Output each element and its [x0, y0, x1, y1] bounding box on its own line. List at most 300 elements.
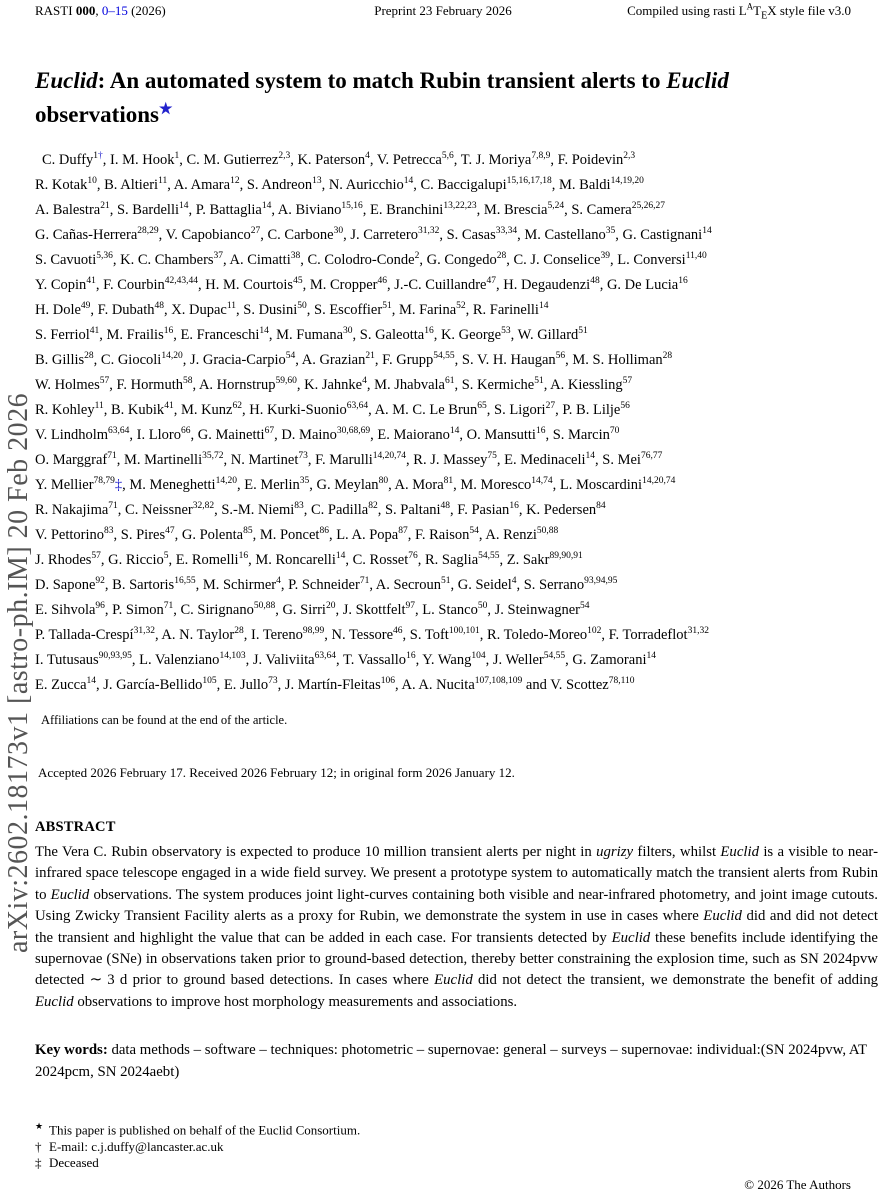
- affiliation-sup: 35: [605, 226, 616, 237]
- footnote-marker: ‡: [35, 1155, 42, 1171]
- author-name: P. Battaglia: [195, 202, 262, 218]
- author-name: P. B. Lilje: [562, 402, 621, 418]
- author-line: [35, 473, 878, 498]
- author-name: F. Pasian: [457, 502, 510, 518]
- author-name: E. Merlin: [244, 477, 300, 493]
- separator: ,: [419, 252, 427, 268]
- author-name: B. Gillis: [35, 352, 85, 368]
- author-name: G. Castignani: [622, 227, 703, 243]
- affiliation-sup: 42,43,44: [164, 276, 198, 287]
- author-name: P. Schneider: [288, 577, 360, 593]
- affiliation-sup: 2,3: [623, 151, 636, 162]
- affiliation-sup: 38: [290, 251, 301, 262]
- separator: ,: [454, 377, 462, 393]
- affiliation-sup: 85: [243, 526, 253, 537]
- affiliation-sup: 47: [486, 276, 496, 287]
- author-line: [35, 448, 878, 473]
- footnote-marker: ★: [35, 1121, 44, 1131]
- separator: ,: [406, 452, 414, 468]
- separator: ,: [510, 327, 518, 343]
- text-segment: ,: [95, 3, 102, 18]
- author-name: M. Castellano: [524, 227, 606, 243]
- footnote-line: [35, 1155, 360, 1172]
- separator: ,: [248, 552, 256, 568]
- separator: ,: [413, 177, 421, 193]
- separator: ,: [154, 627, 162, 643]
- affiliation-sup: 67: [264, 426, 275, 437]
- separator: ,: [453, 152, 461, 168]
- text-segment: did and did not detect the transient and highlight the value that can be added in each case. For transients detected by: [35, 908, 878, 946]
- separator: ,: [271, 202, 278, 218]
- author-name: F. Grupp: [382, 352, 434, 368]
- author-name: J. Valiviita: [252, 652, 315, 668]
- affiliation-sup: 14: [335, 551, 346, 562]
- separator: ,: [345, 552, 353, 568]
- author-name: S. Serrano: [523, 577, 585, 593]
- affiliation-sup: 30: [333, 226, 344, 237]
- author-name: O. Marggraf: [35, 452, 108, 468]
- separator: ,: [370, 427, 378, 443]
- separator: ,: [109, 202, 117, 218]
- separator: ,: [601, 627, 609, 643]
- email-link[interactable]: c.j.duffy@lancaster.ac.uk: [91, 1138, 224, 1154]
- author-name: C. J. Conselice: [513, 252, 601, 268]
- affiliation-sup: 57: [622, 376, 633, 387]
- affiliation-sup: 11: [158, 176, 168, 187]
- author-name: S. Toft: [409, 627, 449, 643]
- author-name: E. Franceschi: [180, 327, 260, 343]
- abstract-heading: ABSTRACT: [35, 819, 116, 835]
- author-name: M. Frailis: [106, 327, 164, 343]
- affiliation-sup: 12: [230, 176, 240, 187]
- affiliation-sup: 5,24: [547, 201, 565, 212]
- author-name: G. Cañas-Herrera: [35, 227, 138, 243]
- separator: ,: [374, 352, 383, 368]
- author-line: [35, 398, 878, 423]
- affiliation-sup: 1: [93, 151, 99, 162]
- affiliation-sup: 30: [343, 326, 353, 337]
- author-name: E. Sihvola: [35, 602, 96, 618]
- separator: ,: [290, 152, 298, 168]
- affiliation-sup: 11,40: [685, 251, 707, 262]
- author-line: [35, 148, 878, 173]
- separator: ,: [417, 552, 425, 568]
- text-segment: The Vera C. Rubin observatory is expected to produce 10 million transient alerts per night in: [35, 844, 597, 860]
- author-name: G. Sirri: [282, 602, 326, 618]
- author-name: H. Dole: [35, 302, 81, 318]
- affiliation-sup: 2,3: [278, 151, 291, 162]
- author-name: A. Balestra: [35, 202, 101, 218]
- separator: ,: [485, 652, 493, 668]
- author-name: C. Neissner: [125, 502, 193, 518]
- affiliation-sup: 78,110: [608, 676, 635, 687]
- title-footnote-star[interactable]: ★: [158, 101, 173, 118]
- separator: ,: [506, 252, 514, 268]
- affiliation-sup: 11: [94, 401, 104, 412]
- author-line: [35, 648, 878, 673]
- separator: ,: [302, 277, 310, 293]
- author-name: J. Weller: [492, 652, 544, 668]
- author-name: M. Kunz: [180, 402, 233, 418]
- author-name: J. Gracia-Carpio: [189, 352, 286, 368]
- author-name: A. A. Nucita: [401, 677, 475, 693]
- author-name: N. Auricchio: [328, 177, 404, 193]
- author-line: [35, 348, 878, 373]
- affiliation-sup: 48: [590, 276, 600, 287]
- affiliation-sup: 14: [259, 326, 269, 337]
- author-name: M. Roncarelli: [255, 552, 336, 568]
- affiliation-sup: 71: [108, 501, 118, 512]
- author-name: O. Mansutti: [466, 427, 536, 443]
- separator: ,: [167, 177, 174, 193]
- affiliation-sup: 16: [424, 326, 434, 337]
- text-segment: X style file v3.0: [767, 3, 851, 18]
- affiliation-sup: 54,55: [543, 651, 566, 662]
- footnote-line: [35, 1118, 360, 1139]
- affiliation-sup: 83: [294, 501, 304, 512]
- author-name: J. Rhodes: [35, 552, 92, 568]
- author-line: [35, 273, 878, 298]
- author-line: [35, 623, 878, 648]
- text-segment: observations: [35, 102, 159, 127]
- affiliation-sup: 50: [297, 301, 307, 312]
- journal-reference: [35, 3, 307, 19]
- text-segment: Euclid: [50, 886, 90, 903]
- author-name: S. Andreon: [246, 177, 313, 193]
- separator: ,: [104, 577, 113, 593]
- affiliation-sup: 41: [89, 326, 100, 337]
- separator: ,: [595, 452, 603, 468]
- author-line: [35, 373, 878, 398]
- author-name: K. Jahnke: [304, 377, 363, 393]
- affiliation-sup: 63,64: [314, 651, 336, 662]
- separator: ,: [173, 402, 181, 418]
- separator: ,: [433, 327, 441, 343]
- affiliation-sup: 28,29: [137, 226, 159, 237]
- affiliation-sup: 51: [382, 301, 392, 312]
- affiliation-sup: 56: [620, 401, 630, 412]
- affiliation-sup: 46: [377, 276, 387, 287]
- author-name: V. Scottez: [550, 677, 609, 693]
- text-segment: T: [753, 3, 762, 18]
- author-name: F. Hormuth: [116, 377, 183, 393]
- affiliation-sup: 53: [501, 326, 511, 337]
- affiliation-sup: 82: [368, 501, 378, 512]
- separator: ,: [543, 377, 551, 393]
- affiliation-sup: 102: [587, 626, 602, 637]
- affiliation-sup: 57: [99, 376, 110, 387]
- affiliation-sup: 89,90,91: [549, 551, 583, 562]
- author-name: S. Ligori: [494, 402, 546, 418]
- footnotes: [35, 1118, 360, 1172]
- copyright-notice: © 2026 The Authors: [744, 1177, 851, 1192]
- separator: ,: [164, 302, 172, 318]
- separator: ,: [545, 427, 553, 443]
- author-name: C. Carbone: [267, 227, 334, 243]
- footnote-line: [35, 1139, 360, 1156]
- author-name: I. Tutusaus: [35, 652, 99, 668]
- separator: ,: [565, 652, 573, 668]
- affiliation-sup: 105: [202, 676, 217, 687]
- separator: ,: [362, 202, 371, 218]
- author-name: R. Farinelli: [472, 302, 539, 318]
- separator: ,: [275, 602, 283, 618]
- author-name: H. Kurki-Suonio: [249, 402, 347, 418]
- separator: ,: [112, 252, 121, 268]
- separator: ,: [103, 402, 112, 418]
- author-name: K. Pedersen: [526, 502, 597, 518]
- separator: ,: [95, 277, 104, 293]
- separator: ,: [495, 277, 504, 293]
- affiliation-sup: 97: [405, 601, 416, 612]
- author-name: T. J. Moriya: [460, 152, 532, 168]
- author-name: M. Meneghetti: [129, 477, 216, 493]
- separator: ,: [377, 502, 385, 518]
- affiliation-sup: 61: [444, 376, 455, 387]
- author-name: A. Grazian: [301, 352, 366, 368]
- affiliation-sup: 4: [276, 576, 281, 587]
- affiliation-sup: 30,68,69: [336, 426, 371, 437]
- affiliation-sup: 50: [477, 601, 488, 612]
- affiliation-sup: 51: [441, 576, 451, 587]
- affiliation-sup: 54: [285, 351, 296, 362]
- paper-title: [35, 64, 860, 132]
- preprint-date: Preprint 23 February 2026: [374, 3, 512, 18]
- affiliation-sup: 5: [163, 551, 169, 562]
- separator: ,: [369, 577, 376, 593]
- abstract-body: [35, 842, 878, 1013]
- author-line: [35, 198, 878, 223]
- author-name: S. Cavuoti: [35, 252, 97, 268]
- affiliation-sup: 46: [393, 626, 403, 637]
- author-name: N. Tessore: [331, 627, 394, 643]
- affiliation-sup: 27: [250, 226, 261, 237]
- separator: ,: [109, 377, 117, 393]
- text-segment: E-mail:: [49, 1138, 92, 1154]
- affiliation-sup: 54: [469, 526, 479, 537]
- text-segment: A: [746, 1, 754, 12]
- author-name: C. Duffy: [42, 152, 94, 168]
- affiliation-sup: 50,88: [536, 526, 559, 537]
- author-name: A. Renzi: [485, 527, 537, 543]
- affiliation-sup: 65: [477, 401, 487, 412]
- author-name: S. Pires: [120, 527, 166, 543]
- separator: ,: [300, 252, 308, 268]
- author-name: V. Lindholm: [35, 427, 109, 443]
- separator: ,: [188, 202, 196, 218]
- separator: ,: [192, 377, 199, 393]
- dates-line: Accepted 2026 February 17. Received 2026 February 12; in original form 2026 January 12.: [38, 765, 515, 780]
- affiliations-note: Affiliations can be found at the end of the article.: [41, 713, 288, 727]
- text-segment: data methods – software – techniques: photometric – supernovae: general – surveys – supernovae: individual:(SN 2024pvw, AT 2024pcm, SN 2024aebt): [35, 1042, 867, 1080]
- affiliation-sup: 62: [232, 401, 242, 412]
- author-name: H. Degaudenzi: [503, 277, 591, 293]
- text-segment: Compiled using rasti L: [627, 3, 747, 18]
- author-name: W. Holmes: [35, 377, 100, 393]
- separator: ,: [551, 177, 560, 193]
- author-name: C. Baccigalupi: [420, 177, 507, 193]
- footnote-marker: †: [35, 1138, 42, 1154]
- separator: ,: [236, 302, 244, 318]
- author-name: F. Raison: [414, 527, 470, 543]
- affiliation-sup: 57: [91, 551, 101, 562]
- author-name: M. Martinelli: [123, 452, 203, 468]
- affiliation-sup: 104: [471, 651, 486, 662]
- title-line-2: [35, 98, 860, 132]
- affiliation-sup: 4: [362, 376, 367, 387]
- separator: ,: [479, 627, 487, 643]
- author-name: X. Dupac: [171, 302, 227, 318]
- affiliation-sup: 14: [261, 201, 272, 212]
- author-name: B. Kubik: [111, 402, 165, 418]
- author-name: P. Tallada-Crespí: [35, 627, 134, 643]
- author-name: L. Valenziano: [139, 652, 220, 668]
- author-name: G. Zamorani: [572, 652, 647, 668]
- separator: ,: [214, 502, 222, 518]
- affiliation-sup: 54,55: [433, 351, 455, 362]
- affiliation-sup: 16: [535, 426, 546, 437]
- author-name: F. Poidevin: [557, 152, 624, 168]
- author-name: B. Altieri: [104, 177, 159, 193]
- text-segment: these benefits include identifying the supernovae (SNe) in observations taken prior to ground-based detection, thereby better constraining the explosion time, such as SN 2024pvw detected ∼ 3 d prior to ground based detections. In cases where: [35, 929, 878, 989]
- affiliation-sup: 14: [86, 676, 97, 687]
- separator: ,: [131, 652, 140, 668]
- author-name: L. A. Popa: [336, 527, 399, 543]
- author-name: N. Martinet: [230, 452, 299, 468]
- separator: ,: [555, 402, 563, 418]
- text-segment: E: [761, 10, 768, 22]
- author-line: [35, 223, 878, 248]
- author-name: W. Gillard: [517, 327, 579, 343]
- text-segment: Euclid: [703, 908, 742, 925]
- author-name: M. S. Holliman: [572, 352, 663, 368]
- affiliation-sup: 31,32: [687, 626, 709, 637]
- author-name: P. Simon: [112, 602, 164, 618]
- author-name: K. Paterson: [297, 152, 366, 168]
- affiliation-sup: 33,34: [495, 226, 518, 237]
- separator: ,: [343, 227, 351, 243]
- affiliation-sup: 71: [163, 601, 174, 612]
- affiliation-sup: 47: [165, 526, 175, 537]
- separator: ,: [113, 527, 121, 543]
- affiliation-sup: 59,60: [275, 376, 297, 387]
- affiliation-sup: 35,72: [202, 451, 224, 462]
- separator: ,: [368, 402, 375, 418]
- separator: ,: [129, 427, 137, 443]
- affiliation-sup: 96: [95, 601, 105, 612]
- separator: ,: [552, 477, 560, 493]
- separator: ,: [182, 352, 190, 368]
- author-name: C. Rosset: [352, 552, 409, 568]
- separator: ,: [369, 152, 377, 168]
- author-name: S. Escoffier: [314, 302, 383, 318]
- separator: ,: [117, 502, 126, 518]
- text-segment: Key words:: [35, 1042, 108, 1058]
- author-name: M. Jhabvala: [374, 377, 445, 393]
- author-name: G. Congedo: [426, 252, 497, 268]
- author-name: T. Vassallo: [342, 652, 407, 668]
- affiliation-sup: 39: [600, 251, 610, 262]
- separator: ,: [122, 477, 130, 493]
- separator: ,: [478, 527, 486, 543]
- affiliation-sup: 37: [213, 251, 224, 262]
- affiliation-sup: 90,93,95: [98, 651, 132, 662]
- text-segment: observations. The system produces joint light-curves containing both visible and near-infrared photometry, and joint image cutouts. Using Zwicky Transient Facility alerts as a proxy for Rubin, we demonstrate the system in use in cases where: [35, 886, 878, 925]
- author-line: [35, 298, 878, 323]
- author-name: M. Brescia: [483, 202, 548, 218]
- affiliation-sup: 28: [234, 626, 244, 637]
- separator: ,: [280, 577, 289, 593]
- author-name: F. Dubath: [97, 302, 155, 318]
- separator: ,: [366, 377, 375, 393]
- author-name: D. Maino: [281, 427, 337, 443]
- author-name: S. Kermiche: [461, 377, 535, 393]
- author-name: C. Giocoli: [100, 352, 162, 368]
- text-segment: is a visible to near-infrared space telescope engaged in a wide field survey. We present a prototype system to automatically match the transient alerts from Rubin to: [35, 844, 878, 903]
- author-name: G. Mainetti: [197, 427, 265, 443]
- affiliation-sup: 80: [378, 476, 389, 487]
- affiliation-sup: 10: [87, 176, 97, 187]
- affiliation-sup: 98,99: [302, 626, 325, 637]
- author-name: S. Ferriol: [35, 327, 90, 343]
- text-segment: (2026): [127, 3, 166, 18]
- author-name: R. J. Massey: [413, 452, 488, 468]
- affiliation-sup: 7,8,9: [531, 151, 551, 162]
- affiliation-sup: 51: [578, 326, 588, 337]
- text-segment: Euclid: [434, 972, 473, 989]
- author-name: V. Pettorino: [35, 527, 105, 543]
- separator: ,: [453, 477, 461, 493]
- separator: ,: [516, 577, 524, 593]
- author-name: A. Hornstrup: [198, 377, 276, 393]
- text-segment: observations to improve host morphology measurements and associations.: [73, 993, 518, 1010]
- affiliation-sup: 21: [365, 351, 375, 362]
- separator: ,: [239, 177, 247, 193]
- affiliation-sup: 14: [585, 451, 596, 462]
- affiliation-sup: 16: [406, 651, 416, 662]
- separator: ,: [296, 377, 305, 393]
- affiliation-sup: 25,26,27: [631, 201, 665, 212]
- author-name: E. Zucca: [35, 677, 87, 693]
- author-name: E. Romelli: [175, 552, 239, 568]
- author-name: C. Padilla: [311, 502, 369, 518]
- affiliation-sup: 41: [164, 401, 174, 412]
- author-line: [35, 673, 878, 698]
- author-name: S. Paltani: [384, 502, 441, 518]
- text-segment: Euclid: [611, 929, 651, 946]
- author-name: I. Lloro: [136, 427, 181, 443]
- separator: ,: [415, 652, 423, 668]
- author-name: G. De Lucia: [606, 277, 679, 293]
- author-name: J. Steinwagner: [494, 602, 580, 618]
- author-name: A. Secroun: [375, 577, 442, 593]
- separator: ,: [102, 152, 111, 168]
- text-segment: ugrizy: [596, 844, 634, 860]
- text-segment: This paper is published on behalf of the Euclid Consortium.: [49, 1122, 361, 1138]
- page-range-link[interactable]: 0–15: [101, 3, 128, 18]
- separator: ,: [328, 527, 337, 543]
- affiliation-sup: 81: [443, 476, 454, 487]
- separator: ,: [450, 502, 458, 518]
- affiliation-sup: 58: [182, 376, 193, 387]
- author-name: E. Jullo: [223, 677, 269, 693]
- affiliation-sup: 45: [293, 276, 303, 287]
- affiliation-sup: 28: [662, 351, 673, 362]
- author-name: C. Colodro-Conde: [307, 252, 415, 268]
- affiliation-sup: 48: [440, 501, 451, 512]
- author-name: M. Baldi: [559, 177, 611, 193]
- affiliation-sup: 32,82: [192, 501, 215, 512]
